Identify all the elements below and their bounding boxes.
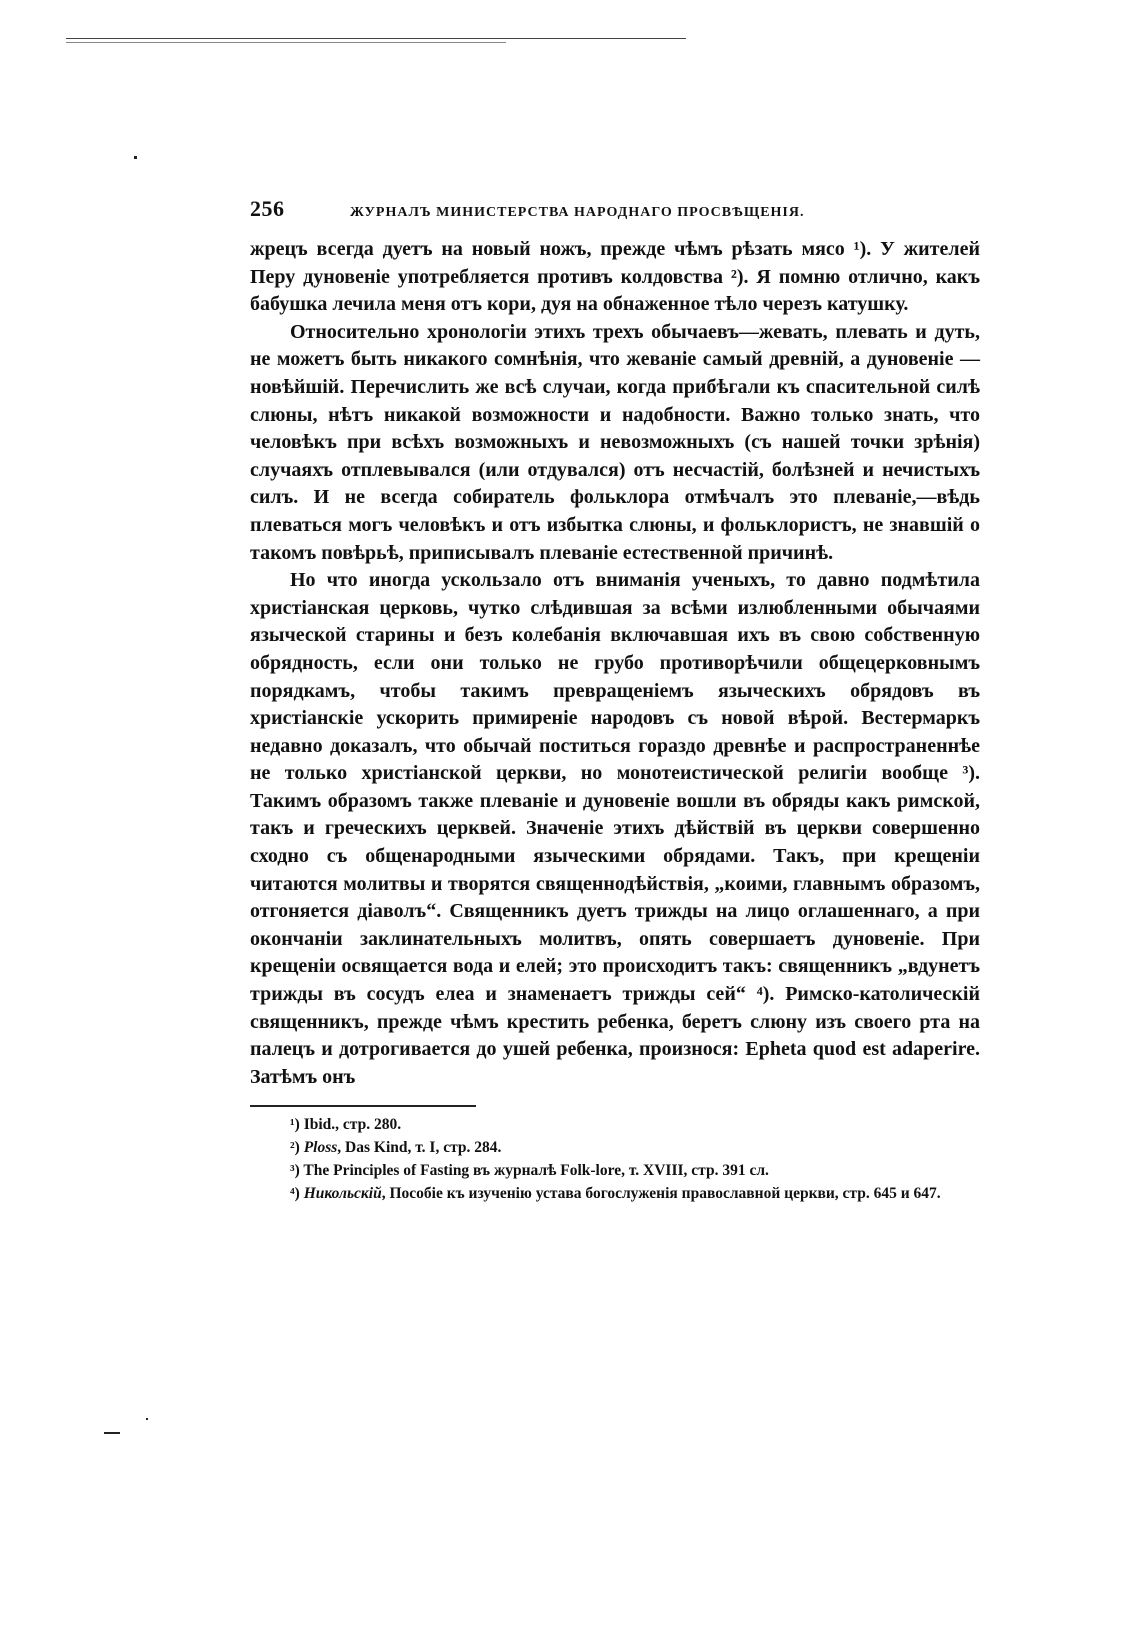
footnote-marker: ⁴) (290, 1185, 300, 1203)
running-head (250, 196, 980, 228)
paragraph: Относительно хронологіи этихъ трехъ обычаевъ—жевать, плевать и дуть, не можетъ быть никакого сомнѣнія, что жеваніе самый древній, а дуновеніе — новѣйшій. Перечислить же всѣ случаи, когда прибѣгали къ спасительной силѣ слюны, нѣтъ никакой возможности и надобности. Важно только знать, что человѣкъ при всѣхъ возможныхъ и невозможныхъ (съ нашей точки зрѣнія) случаяхъ отплевывался (или отдувался) отъ несчастій, болѣзней и нечистыхъ силъ. И не всегда собиратель фольклора отмѣчалъ это плеваніе,—вѣдь плеваться могъ человѣкъ и отъ избытка слюны, и фольклористъ, не знавшій о такомъ повѣрьѣ, приписывалъ плеваніе естественной причинѣ. (250, 320, 980, 564)
footnote-3 (250, 1159, 980, 1182)
footnote-author: Ploss (303, 1139, 338, 1157)
paragraph: Но что иногда ускользало отъ вниманія ученыхъ, то давно подмѣтила христіанская церковь, чутко слѣдившая за всѣми излюбленными обычаями языческой старины и безъ колебанія включавшая ихъ въ свою собственную обрядность, если они только не грубо противорѣчили общецерковнымъ порядкамъ, чтобы такимъ превращеніемъ языческихъ обрядовъ въ христіанскіе ускорить примиреніе народовъ съ новой вѣрой. Вестермаркъ недавно доказалъ, что обычай поститься гораздо древнѣе и распространеннѣе не только христіанской церкви, но монотеистической религіи вообще ³). Такимъ образомъ также плеваніе и дуновеніе вошли въ обряды какъ римской, такъ и греческихъ церквей. Значеніе этихъ дѣйствій въ церкви совершенно сходно съ общенародными языческими обрядами. Такъ, при крещеніи читаются молитвы и творятся священнодѣйствія, „коими, главнымъ образомъ, отгоняется діаволъ“. Священникъ дуетъ трижды на лицо оглашеннаго, а при окончаніи заклинательныхъ молитвъ, опять совершаетъ дуновеніе. При крещеніи освящается вода и елей; это происходитъ такъ: священникъ „вдунетъ трижды въ сосудъ елеа и знаменаетъ трижды сей“ ⁴). Римско-католическій священникъ, прежде чѣмъ крестить ребенка, беретъ слюну изъ своего рта на палецъ и дотрогивается до ушей ребенка, произнося: Epheta quod est adaperire. Затѣмъ онъ (250, 569, 980, 1088)
footnote-author: Никольскій (303, 1185, 382, 1203)
footnotes (250, 1113, 980, 1205)
top-scan-rule-secondary (66, 42, 506, 43)
top-scan-rule (66, 38, 686, 39)
scan-speck (146, 1418, 148, 1420)
body-text (250, 236, 980, 1091)
footnote-1 (250, 1113, 980, 1136)
footnote-4 (250, 1182, 980, 1205)
journal-title: ЖУРНАЛЪ МИНИСТЕРСТВА НАРОДНАГО ПРОСВѢЩЕНІЯ. (350, 205, 805, 220)
footnote-2 (250, 1136, 980, 1159)
scan-speck (134, 156, 137, 159)
footnote-text: , Das Kind, т. I, стр. 284. (337, 1139, 502, 1157)
footnote-marker: ¹) (290, 1116, 300, 1134)
scan-speck (104, 1432, 120, 1434)
footnote-divider (250, 1105, 476, 1107)
paragraph-continued: жрецъ всегда дуетъ на новый ножъ, прежде чѣмъ рѣзать мясо ¹). У жителей Перу дуновеніе употребляется противъ колдовства ²). Я помню отлично, какъ бабушка лечила меня отъ кори, дуя на обнаженное тѣло черезъ катушку. (250, 238, 980, 316)
footnote-text: Ibid., стр. 280. (303, 1116, 402, 1134)
page-number: 256 (250, 196, 285, 221)
footnote-marker: ³) (290, 1162, 300, 1180)
footnote-text: , Пособіе къ изученію устава богослуженія православной церкви, стр. 645 и 647. (381, 1185, 941, 1203)
book-page (250, 196, 980, 1205)
footnote-marker: ²) (290, 1139, 300, 1157)
footnote-text: The Principles of Fasting въ журналѣ Folk-lore, т. XVIII, стр. 391 сл. (303, 1162, 769, 1180)
